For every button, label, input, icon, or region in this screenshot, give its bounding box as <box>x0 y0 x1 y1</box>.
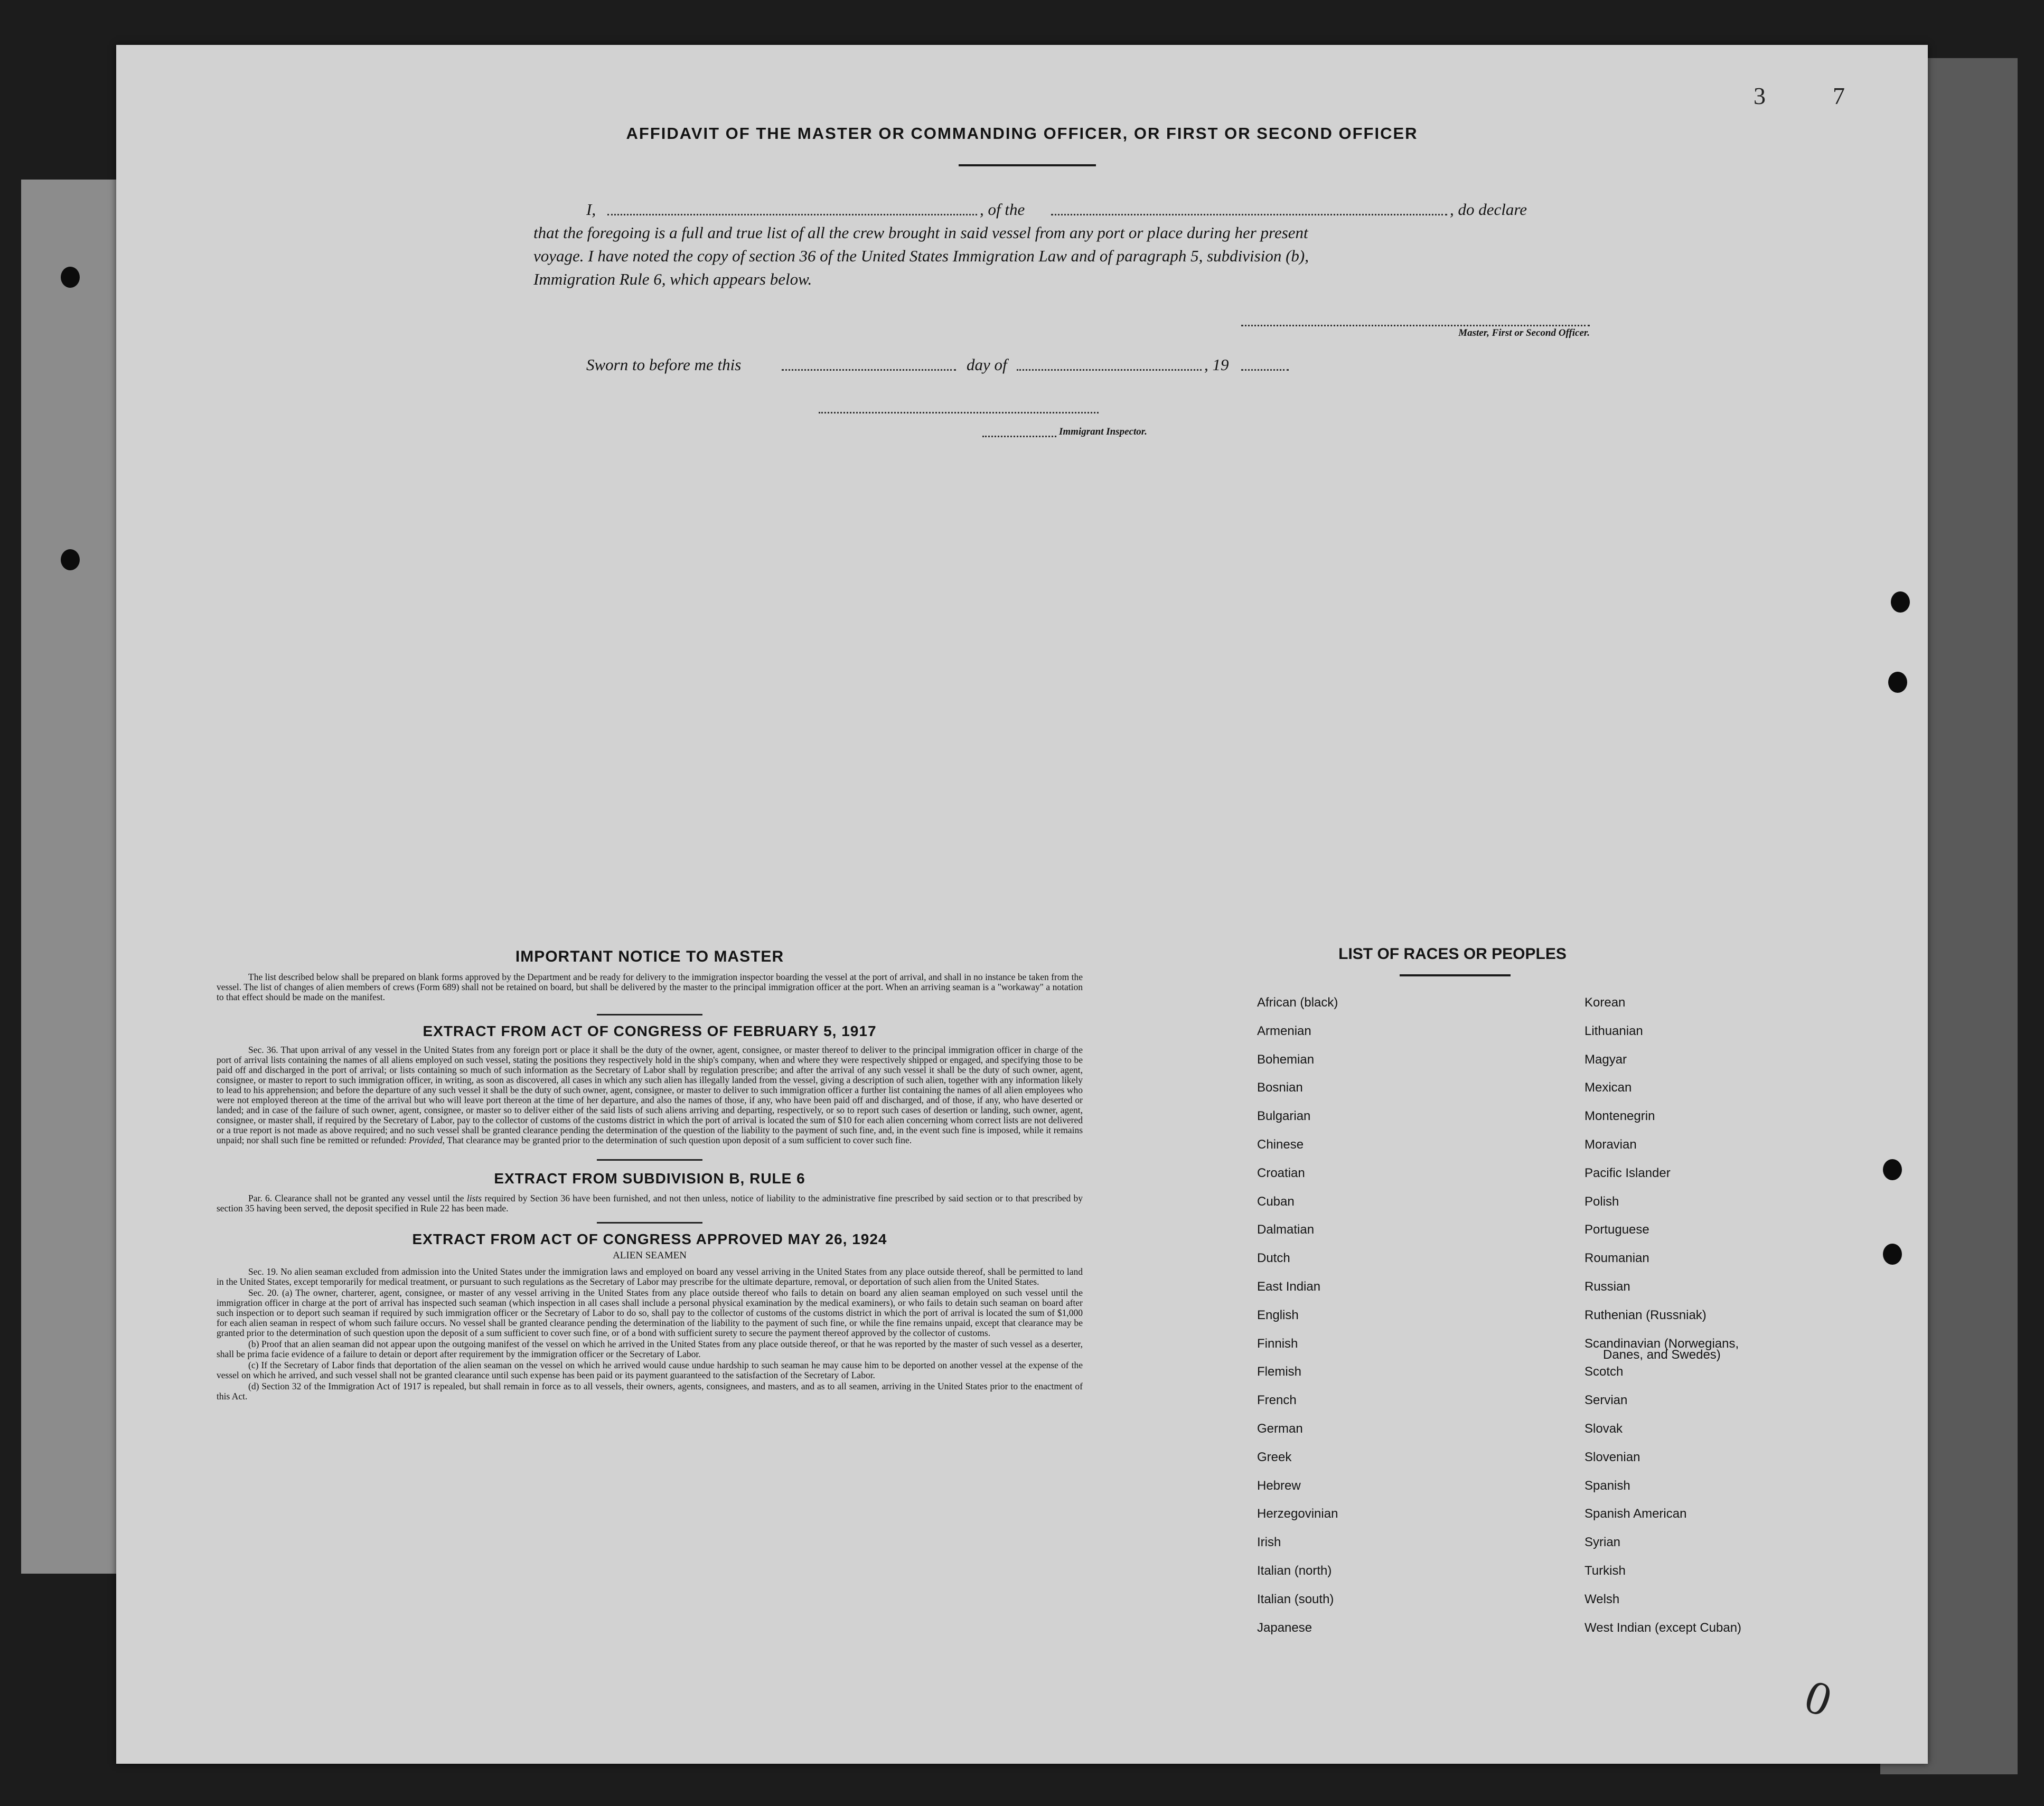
race-col2-item: Pacific Islander <box>1584 1165 1671 1180</box>
inspector-label: Immigrant Inspector. <box>1059 426 1147 437</box>
race-col2-item: West Indian (except Cuban) <box>1584 1620 1742 1635</box>
race-col1-item: Cuban <box>1257 1194 1295 1209</box>
manifest-page <box>116 45 1928 1764</box>
race-col1-item: Finnish <box>1257 1336 1298 1351</box>
extract-rule6-lists: lists <box>466 1193 482 1203</box>
extract-rule6-title: EXTRACT FROM SUBDIVISION B, RULE 6 <box>494 1170 805 1187</box>
affidavit-i: I, <box>586 200 596 219</box>
extract-1924-sec20c: (c) If the Secretary of Labor finds that deportation of the alien seaman on the vessel on which he arrived would cause undue hardship to such seaman he may cause him to be deported on another vessel at the expense of the vessel on which he arrived, and such vessel shall not be granted clearance until such expense has been paid or its payment guaranteed to the satisfaction of the Secretary of Labor. <box>217 1360 1083 1380</box>
race-col1-item: Hebrew <box>1257 1478 1301 1493</box>
affidavit-line-3: voyage. I have noted the copy of section 36 of the United States Immigration Law and of paragraph 5, subdivision (b), <box>533 247 1309 265</box>
race-col2-item: Scandinavian (Norwegians, <box>1584 1336 1739 1351</box>
sworn-month-blank <box>1017 369 1202 371</box>
inspector-lead-dots <box>982 436 1056 437</box>
sworn-day-blank <box>782 369 956 371</box>
race-col1-item: Dutch <box>1257 1251 1290 1266</box>
punch-hole <box>1891 591 1910 613</box>
title-underline <box>959 164 1096 166</box>
affidavit-do-declare: , do declare <box>1450 200 1527 219</box>
race-col2-item: Montenegrin <box>1584 1109 1655 1124</box>
vessel-blank <box>1051 214 1447 215</box>
race-col2-item: Roumanian <box>1584 1251 1649 1266</box>
race-col1-item: Herzegovinian <box>1257 1507 1338 1521</box>
extract-1917-proviso: That clearance may be granted prior to the determination of such question upon deposit of a sum sufficient to cover such fine. <box>446 1135 912 1145</box>
sworn-line <box>586 353 1379 377</box>
punch-hole <box>1883 1159 1902 1180</box>
extract-1917-title: EXTRACT FROM ACT OF CONGRESS OF FEBRUARY 5, 1917 <box>423 1023 877 1039</box>
race-col1-item: Dalmatian <box>1257 1222 1315 1237</box>
punch-hole <box>1888 672 1907 693</box>
master-signature-label: Master, First or Second Officer. <box>1458 327 1590 338</box>
punch-hole <box>61 549 80 570</box>
sworn-day-of: day of <box>967 355 1007 374</box>
extract-rule6-body-a: Par. 6. Clearance shall not be granted any vessel until the <box>248 1193 464 1203</box>
sworn-year: , 19 <box>1204 355 1229 374</box>
race-col2-item: Moravian <box>1584 1137 1637 1152</box>
extract-rule6-text <box>217 1193 1083 1214</box>
race-col1-item: Greek <box>1257 1450 1292 1464</box>
extract-1917-text <box>217 1045 1083 1145</box>
race-col2-item: Magyar <box>1584 1052 1627 1067</box>
race-col2-item: Scotch <box>1584 1365 1624 1379</box>
race-col2-item: Turkish <box>1584 1564 1626 1578</box>
race-col2-continuation: Danes, and Swedes) <box>1603 1348 1721 1362</box>
divider <box>597 1159 702 1161</box>
punch-hole <box>1883 1244 1902 1265</box>
sworn-year-blank <box>1241 369 1289 371</box>
race-col1-item: Armenian <box>1257 1023 1311 1038</box>
inspector-signature-line <box>819 412 1099 413</box>
race-col1-item: African (black) <box>1257 995 1338 1010</box>
handwritten-mark: 0 <box>1798 1670 1839 1727</box>
race-col2-item: Polish <box>1584 1194 1619 1209</box>
race-col1-item: German <box>1257 1422 1303 1436</box>
affidavit-of-the: , of the <box>980 200 1025 219</box>
race-col2-item: Ruthenian (Russniak) <box>1584 1308 1707 1322</box>
left-binding-strip <box>21 180 116 1574</box>
race-col2-item: Slovenian <box>1584 1450 1640 1464</box>
divider <box>597 1222 702 1224</box>
race-col1-item: French <box>1257 1393 1297 1408</box>
notice-section <box>217 948 1083 1403</box>
race-col2-item: Servian <box>1584 1393 1628 1408</box>
divider <box>597 1014 702 1015</box>
race-col1-item: English <box>1257 1308 1299 1322</box>
extract-1924-sec20a: Sec. 20. (a) The owner, charterer, agent, consignee, or master of any vessel arriving in the United States from any place outside thereof who fails to detain on board any alien seaman employed on such vessel until the immigration officer in charge at the port of arrival has inspected such seaman (which inspection in all cases shall include a personal physical examination by the medical examiners), or who fails to detain such seaman on board after such inspection or to deport such seaman if required by such immigration officer or the Secretary of Labor to do so, shall pay to the collector of customs of the customs district in which the port of arrival is located the sum of $1,000 for each alien seaman in respect of whom such failure occurs. No vessel shall be granted clearance pending the determination of the liability to the payment of such fine, or while the fine remains unpaid, except that clearance may be granted prior to the determination of such question upon the deposit of a sum sufficient to cover such fine, or of a bond with sufficient surety to secure the payment thereof approved by the collector of customs. <box>217 1287 1083 1338</box>
race-col2-item: Korean <box>1584 995 1626 1010</box>
race-col2-item: Spanish <box>1584 1478 1630 1493</box>
race-col1-item: Irish <box>1257 1535 1281 1550</box>
race-col2-item: Mexican <box>1584 1080 1632 1095</box>
race-col1-item: Flemish <box>1257 1365 1302 1379</box>
race-col1-item: Bosnian <box>1257 1080 1303 1095</box>
name-blank <box>607 214 977 215</box>
race-col1-item: Bulgarian <box>1257 1109 1311 1124</box>
notice-title: IMPORTANT NOTICE TO MASTER <box>515 948 784 965</box>
extract-1924-title: EXTRACT FROM ACT OF CONGRESS APPROVED MAY 26, 1924 <box>412 1231 887 1247</box>
races-title-underline <box>1400 974 1511 976</box>
race-col2-item: Syrian <box>1584 1535 1621 1550</box>
extract-rule6-body-b: required by Section 36 have been furnished, and not then unless, notice of liability to the administrative fine prescribed by said section or to that prescribed by section 35 having been served, the deposit specified in Rule 22 has been made. <box>217 1193 1083 1214</box>
extract-1924-sec20b: (b) Proof that an alien seaman did not appear upon the outgoing manifest of the vessel on which he arrived in the United States from any place outside thereof, or that he was reported by the master of such vessel as a deserter, shall be prima facie evidence of a failure to detain or deport after requirement by the immigration officer or the Secretary of Labor. <box>217 1339 1083 1359</box>
race-col1-item: Bohemian <box>1257 1052 1315 1067</box>
affidavit-line-1 <box>586 198 1637 221</box>
race-col2-item: Slovak <box>1584 1422 1623 1436</box>
extract-1917-body: Sec. 36. That upon arrival of any vessel in the United States from any foreign port or place it shall be the duty of the owner, agent, consignee, or master thereof to deliver to the principal immigration officer in charge of the port of arrival lists containing the names of all aliens employed on such vessel, stating the positions they respectively hold in the ship's company, when and where they were respectively shipped or engaged, and specifying those to be paid off and discharged in the port of arrival; or lists containing so much of such information as the Secretary of Labor shall by regulation prescribe; and after the arrival of any such vessel it shall be the duty of such owner, agent, consignee, or master to report to such immigration officer, in writing, as soon as discovered, all cases in which any such alien has illegally landed from the vessel, giving a description of such alien, together with any information likely to lead to his apprehension; and before the departure of any such vessel it shall be the duty of such owner, agent, consignee, or master to deliver to such immigration officer a further list containing the names of all alien employees who were not employed thereon at the time of the arrival but who will leave port thereon at the time of her departure, and also the names of those, if any, who have been paid off and discharged, and of those, if any, who have deserted or landed; and in case of the failure of such owner, agent, consignee, or master so to deliver either of the said lists of such aliens arriving and departing, respectively, or so to report such cases of desertion or landing, such owner, agent, consignee, or master shall, if required by the Secretary of Labor, pay to the collector of customs of the customs district in which the port of arrival is located the sum of $10 for each alien concerning whom correct lists are not delivered or a true report is not made as above required; and no such vessel shall be granted clearance pending the determination of the question of the liability to the payment of such fine, and, in the event such fine is imposed, while it remains unpaid; nor shall such fine be remitted or refunded: <box>217 1045 1083 1145</box>
race-col1-item: Croatian <box>1257 1165 1305 1180</box>
race-col2-item: Welsh <box>1584 1592 1620 1606</box>
handwritten-number: 3 <box>1754 82 1766 109</box>
races-title: LIST OF RACES OR PEOPLES <box>1338 945 1567 963</box>
race-col1-item: Italian (north) <box>1257 1564 1332 1578</box>
race-col1-item: East Indian <box>1257 1280 1321 1294</box>
extract-1917-proviso-word: Provided, <box>409 1135 445 1145</box>
race-col2-item: Portuguese <box>1584 1222 1649 1237</box>
race-col1-item: Chinese <box>1257 1137 1304 1152</box>
sworn-label: Sworn to before me this <box>586 355 742 374</box>
affidavit-title: AFFIDAVIT OF THE MASTER OR COMMANDING OFFICER, OR FIRST OR SECOND OFFICER <box>626 124 1418 143</box>
race-col1-item: Italian (south) <box>1257 1592 1334 1606</box>
extract-1924-subtitle: ALIEN SEAMEN <box>613 1250 687 1261</box>
extract-1924-sec20d: (d) Section 32 of the Immigration Act of 1917 is repealed, but shall remain in force as to all vessels, their owners, agents, consignees, and masters, and as to all seamen, arriving in the United States prior to the enactment of this Act. <box>217 1381 1083 1401</box>
punch-hole <box>61 267 80 288</box>
race-col2-item: Russian <box>1584 1280 1630 1294</box>
race-col2-item: Lithuanian <box>1584 1023 1643 1038</box>
master-signature-line <box>1241 325 1590 326</box>
notice-text: The list described below shall be prepared on blank forms approved by the Department and be ready for delivery to the immigration inspector boarding the vessel at the port of arrival, and shall in no instance be taken from the vessel. The list of changes of alien members of crews (Form 689) shall not be retained on board, but shall be delivered by the master to the principal immigration officer at the port. When an arriving seaman is a "workaway" a notation to that effect should be made on the manifest. <box>217 972 1083 1002</box>
affidavit-line-4: Immigration Rule 6, which appears below. <box>533 270 812 288</box>
race-col2-item: Spanish American <box>1584 1507 1687 1521</box>
affidavit-line-2: that the foregoing is a full and true list of all the crew brought in said vessel from any port or place during her present <box>533 223 1308 242</box>
extract-1924-sec19: Sec. 19. No alien seaman excluded from admission into the United States under the immigration laws and employed on board any vessel arriving in the United States from any place outside thereof, shall be permitted to land in the United States, except temporarily for medical treatment, or pursuant to such regulations as the Secretary of Labor may prescribe for the ultimate departure, removal, or deportation of such alien from the United States. <box>217 1266 1083 1287</box>
race-col1-item: Japanese <box>1257 1620 1312 1635</box>
handwritten-number: 7 <box>1833 82 1845 109</box>
